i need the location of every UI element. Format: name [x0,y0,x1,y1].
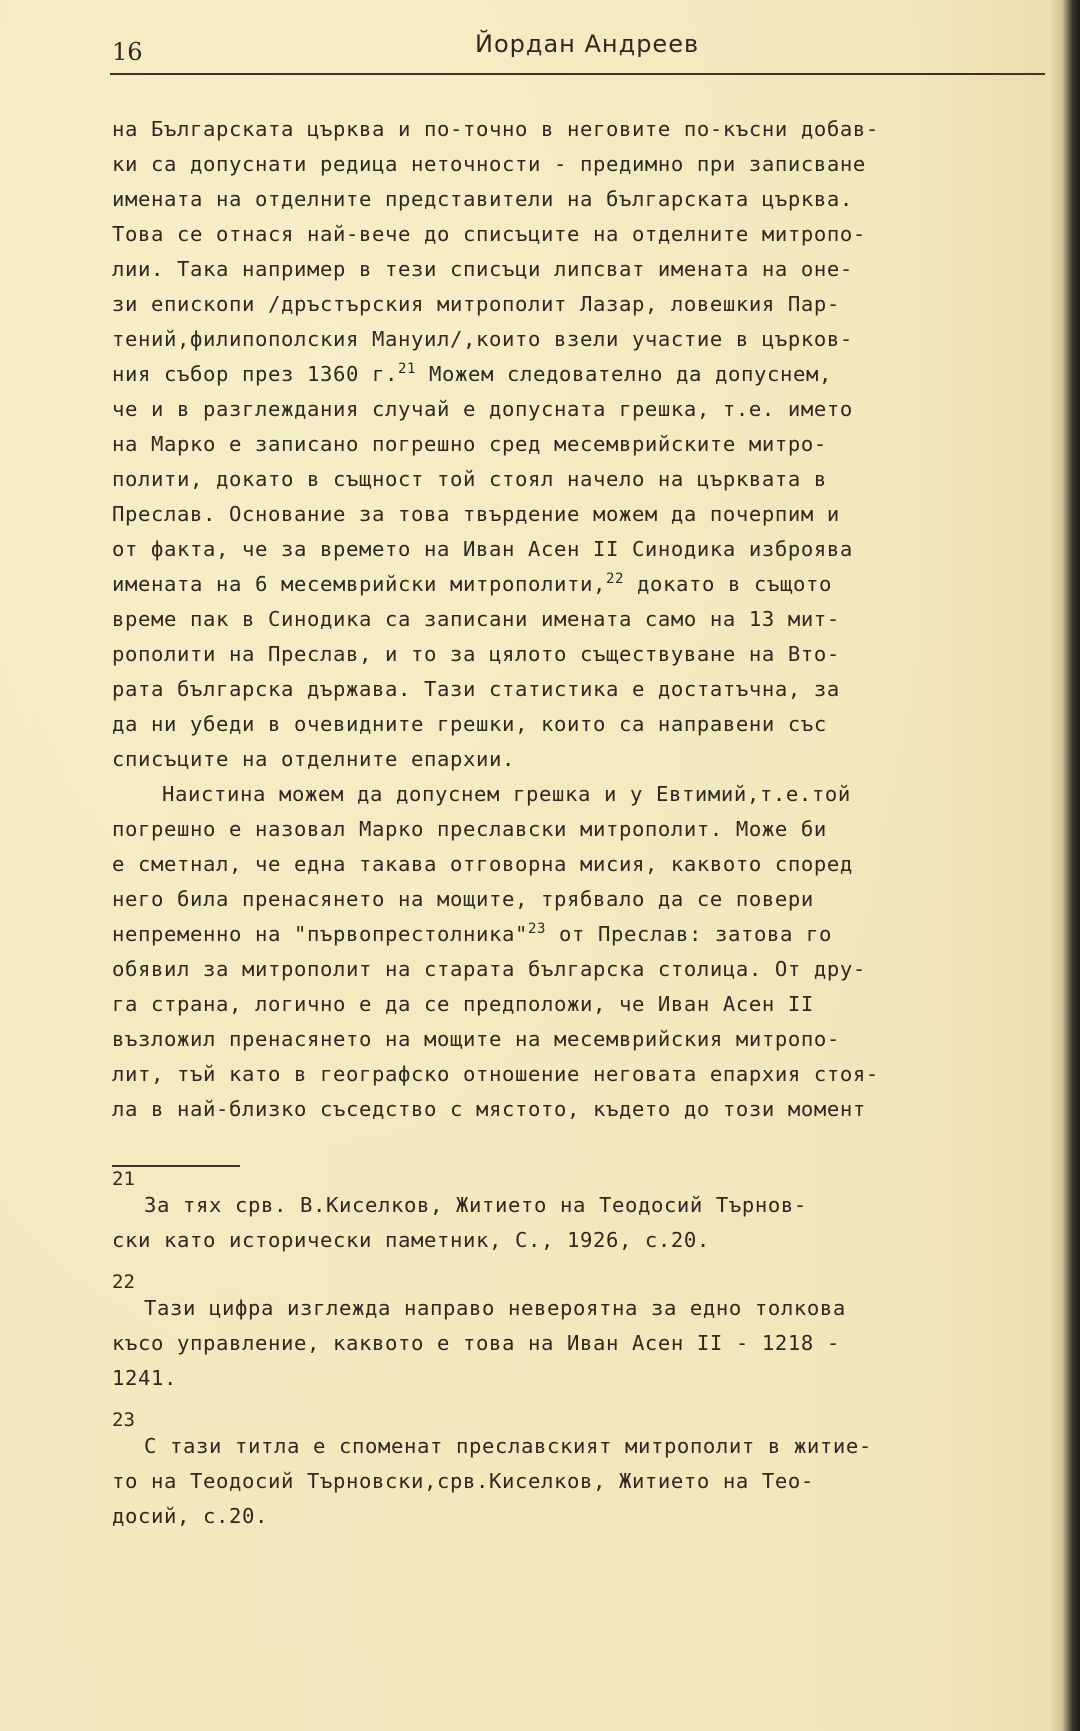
text-line: Наистина можем да допуснем грешка и у Евтимий,т.е.той [162,782,851,806]
page-number: 16 [112,38,143,66]
text-line: полити, докато в същност той стоял начело на църквата в [112,467,827,491]
text-line: Това се отнася най-вече до списъците на отделните митропо- [112,222,866,246]
footnote-number: 23 [112,1409,135,1431]
text-line: възложил пренасянето на мощите на месемврийския митропо- [112,1027,840,1051]
text-line: на Марко е записано погрешно сред месемврийските митро- [112,432,827,456]
footnote-line: За тях срв. В.Киселков, Житието на Теодосий Търнов- [144,1193,807,1217]
text-segment: ния събор през 1360 г. [112,362,398,386]
footnote-ref-21: 21 [397,361,417,377]
text-line: рополити на Преслав, и то за цялото съществуване на Вто- [112,642,840,666]
text-line: лит, тъй като в географско отношение неговата епархия стоя- [112,1062,879,1086]
footnote-21 [112,1170,1052,1258]
footnote-number: 22 [112,1271,135,1293]
footnotes [112,1170,1052,1549]
text-line [112,567,1052,602]
text-line: списъците на отделните епархии. [112,747,515,771]
footnote-line: късо управление, каквото е това на Иван Асен II - 1218 - [112,1331,840,1355]
footnote-line: то на Теодосий Търновски,срв.Киселков, Житието на Тео- [112,1469,814,1493]
footnote-line: 1241. [112,1366,177,1390]
text-line: зи епископи /дръстърския митрополит Лазар, ловешкия Пар- [112,292,840,316]
footnote-number: 21 [112,1168,135,1190]
text-line: него била пренасянето на мощите, трябвало да се повери [112,887,814,911]
text-line [112,917,1052,952]
footnote-rule [112,1165,240,1167]
text-line: ла в най-близко съседство с мястото, където до този момент [112,1097,866,1121]
text-segment: докато в същото [624,572,832,596]
text-line: време пак в Синодика са записани имената само на 13 мит- [112,607,840,631]
text-line: имената на отделните представители на българската църква. [112,187,853,211]
text-line: обявил за митрополит на старата българска столица. От дру- [112,957,866,981]
text-line: на Българската църква и по-точно в неговите по-късни добав- [112,117,879,141]
page-header [110,28,1045,72]
footnote-line: С тази титла е споменат преславският митрополит в житие- [144,1434,872,1458]
text-segment: Можем следователно да допуснем, [416,362,832,386]
text-line [112,357,1052,392]
text-line: рата българска държава. Тази статистика е достатъчна, за [112,677,840,701]
text-line: че и в разглеждания случай е допусната грешка, т.е. името [112,397,853,421]
main-text [112,112,1052,1127]
page-edge-shadow [1050,0,1080,1731]
text-line: да ни убеди в очевидните грешки, които са направени със [112,712,827,736]
text-line: от факта, че за времето на Иван Асен II Синодика изброява [112,537,853,561]
footnote-line: Тази цифра изглежда направо невероятна за едно толкова [144,1296,846,1320]
text-segment: непременно на "първопрестолника" [112,922,528,946]
text-line: ки са допуснати редица неточности - предимно при записване [112,152,866,176]
running-title: Йордан Андреев [475,30,700,58]
text-line: е сметнал, че една такава отговорна мисия, каквото според [112,852,853,876]
footnote-line: ски като исторически паметник, С., 1926, с.20. [112,1228,710,1252]
text-line: тений,филипополския Мануил/,които взели участие в църков- [112,327,853,351]
footnote-ref-23: 23 [527,921,547,937]
header-rule [110,73,1045,75]
text-segment: имената на 6 месемврийски митрополити, [112,572,606,596]
text-line: погрешно е назовал Марко преславски митрополит. Може би [112,817,827,841]
text-segment: от Преслав: затова го [546,922,832,946]
text-line: Преслав. Основание за това твърдение можем да почерпим и [112,502,840,526]
text-line: га страна, логично е да се предположи, че Иван Асен II [112,992,814,1016]
footnote-line: досий, с.20. [112,1504,268,1528]
footnote-23 [112,1411,1052,1534]
footnote-22 [112,1273,1052,1396]
text-line: лии. Така например в тези списъци липсват имената на оне- [112,257,853,281]
footnote-ref-22: 22 [605,571,625,587]
